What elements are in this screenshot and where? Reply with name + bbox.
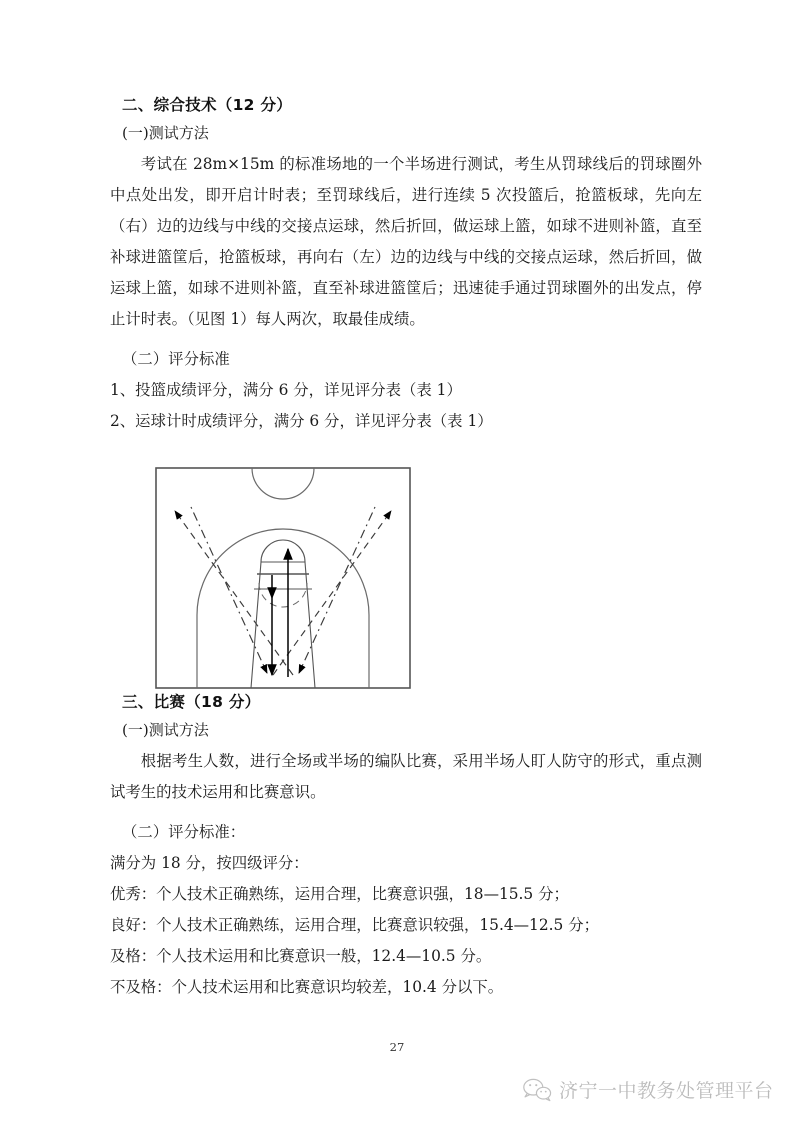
section-3-grade-pass: 及格：个人技术运用和比赛意识一般，12.4—10.5 分。	[110, 947, 492, 965]
watermark	[522, 1076, 774, 1103]
section-2-subheading: (一)测试方法	[122, 124, 209, 142]
section-3-heading: 三、比赛（18 分）	[122, 693, 261, 711]
section-3-criteria-intro: 满分为 18 分，按四级评分：	[110, 854, 309, 872]
court-svg	[155, 467, 411, 689]
section-3-subheading: (一)测试方法	[122, 721, 209, 739]
document-content	[110, 92, 702, 1003]
section-3-grade-fail: 不及格：个人技术运用和比赛意识均较差，10.4 分以下。	[110, 978, 504, 996]
court-boundary	[156, 468, 410, 688]
wechat-logo-icon	[522, 1077, 552, 1103]
section-2-heading: 二、综合技术（12 分）	[122, 96, 293, 114]
section-3-grade-good: 良好：个人技术正确熟练，运用合理，比赛意识较强，15.4—12.5 分；	[110, 916, 599, 934]
section-2-criteria-heading: （二）评分标准	[122, 350, 230, 368]
section-2-criteria-item-2: 2、运球计时成绩评分，满分 6 分，详见评分表（表 1）	[110, 412, 493, 430]
section-comprehensive-skills	[110, 92, 702, 437]
section-2-criteria-item-1: 1、投篮成绩评分，满分 6 分，详见评分表（表 1）	[110, 381, 462, 399]
watermark-text: 济宁一中教务处管理平台	[559, 1080, 774, 1102]
figure-container	[110, 457, 702, 689]
section-3-paragraph: 根据考生人数，进行全场或半场的编队比赛，采用半场人盯人防守的形式，重点测试考生的技术运用和比赛意识。	[110, 752, 702, 801]
section-3-grade-excellent: 优秀：个人技术正确熟练，运用合理，比赛意识强，18—15.5 分；	[110, 885, 569, 903]
section-2-paragraph: 考试在 28m×15m 的标准场地的一个半场进行测试，考生从罚球线后的罚球圈外中点处出发，即开启计时表；至罚球线后，进行连续 5 次投篮后，抢篮板球，先向左（右）边的边线与中线的交接点运球，然后折回，做运球上篮，如球不进则补篮，直至补球进篮筐后，抢篮板球，再向右（左）边的边线与中线的交接点运球，然后折回，做运球上篮，如球不进则补篮，直至补球进篮筐后；迅速徒手通过罚球圈外的出发点，停止计时表。（见图 1）每人两次，取最佳成绩。	[110, 155, 702, 328]
basketball-half-court-diagram	[155, 467, 411, 689]
page-number: 27	[389, 1040, 405, 1054]
section-game	[110, 689, 702, 1003]
section-3-criteria-heading: （二）评分标准：	[122, 823, 246, 841]
